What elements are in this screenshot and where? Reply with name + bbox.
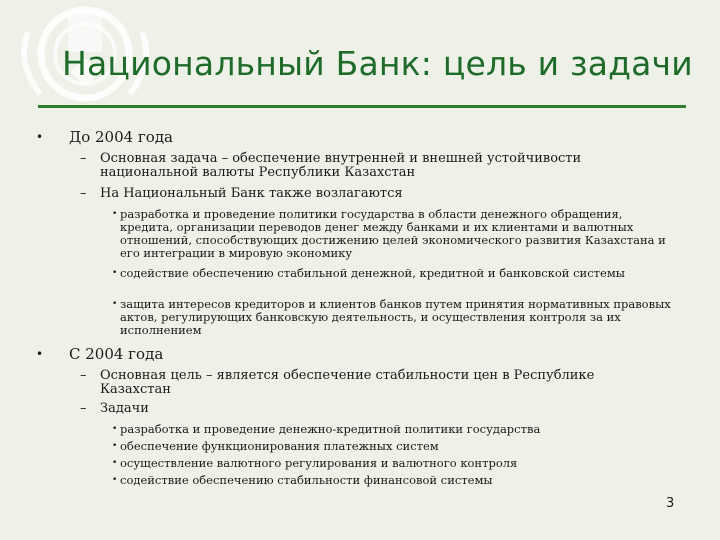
bullet: • bbox=[112, 268, 118, 278]
item-text: осуществление валютного регулирования и валютного контроля bbox=[120, 456, 518, 470]
dash: – bbox=[80, 186, 87, 201]
bullet: • bbox=[112, 299, 118, 309]
bullet: • bbox=[112, 458, 118, 468]
section-heading: До 2004 года bbox=[69, 128, 174, 146]
item-text: разработка и проведение денежно-кредитной политики государства bbox=[120, 422, 541, 436]
item-text: Основная цель – является обеспечение стабильности цен в Республике Казахстан bbox=[100, 368, 595, 397]
bullet: • bbox=[36, 130, 44, 144]
section-heading: С 2004 года bbox=[69, 345, 164, 363]
item-text: На Национальный Банк также возлагаются bbox=[100, 186, 403, 201]
dash: – bbox=[80, 368, 87, 383]
item-text: обеспечение функционирования платежных систем bbox=[120, 439, 439, 453]
slide-title: Национальный Банк: цель и задачи bbox=[62, 44, 693, 83]
item-text: Задачи bbox=[100, 401, 149, 416]
title-underline bbox=[38, 105, 686, 108]
bullet: • bbox=[112, 475, 118, 485]
dash: – bbox=[80, 401, 87, 416]
bullet: • bbox=[112, 209, 118, 219]
item-text: содействие обеспечению стабильной денежной, кредитной и банковской системы bbox=[120, 266, 625, 280]
page-number: 3 bbox=[666, 496, 675, 511]
item-text: разработка и проведение политики государства в области денежного обращения, кредита, организации переводов денег между банками и их клиентами и валютных отношений, способствующих достижению целей экономического развития Казахстана и его интеграции в мировую экономику bbox=[120, 207, 666, 260]
item-text: защита интересов кредиторов и клиентов банков путем принятия нормативных правовых актов, регулирующих банковскую деятельность, и осуществления контроля за их исполнением bbox=[120, 297, 671, 337]
bullet: • bbox=[112, 441, 118, 451]
item-text: содействие обеспечению стабильности финансовой системы bbox=[120, 473, 493, 487]
dash: – bbox=[80, 151, 87, 166]
bullet: • bbox=[112, 424, 118, 434]
item-text: Основная задача – обеспечение внутренней и внешней устойчивости национальной валюты Республики Казахстан bbox=[100, 151, 582, 180]
bullet: • bbox=[36, 347, 44, 361]
